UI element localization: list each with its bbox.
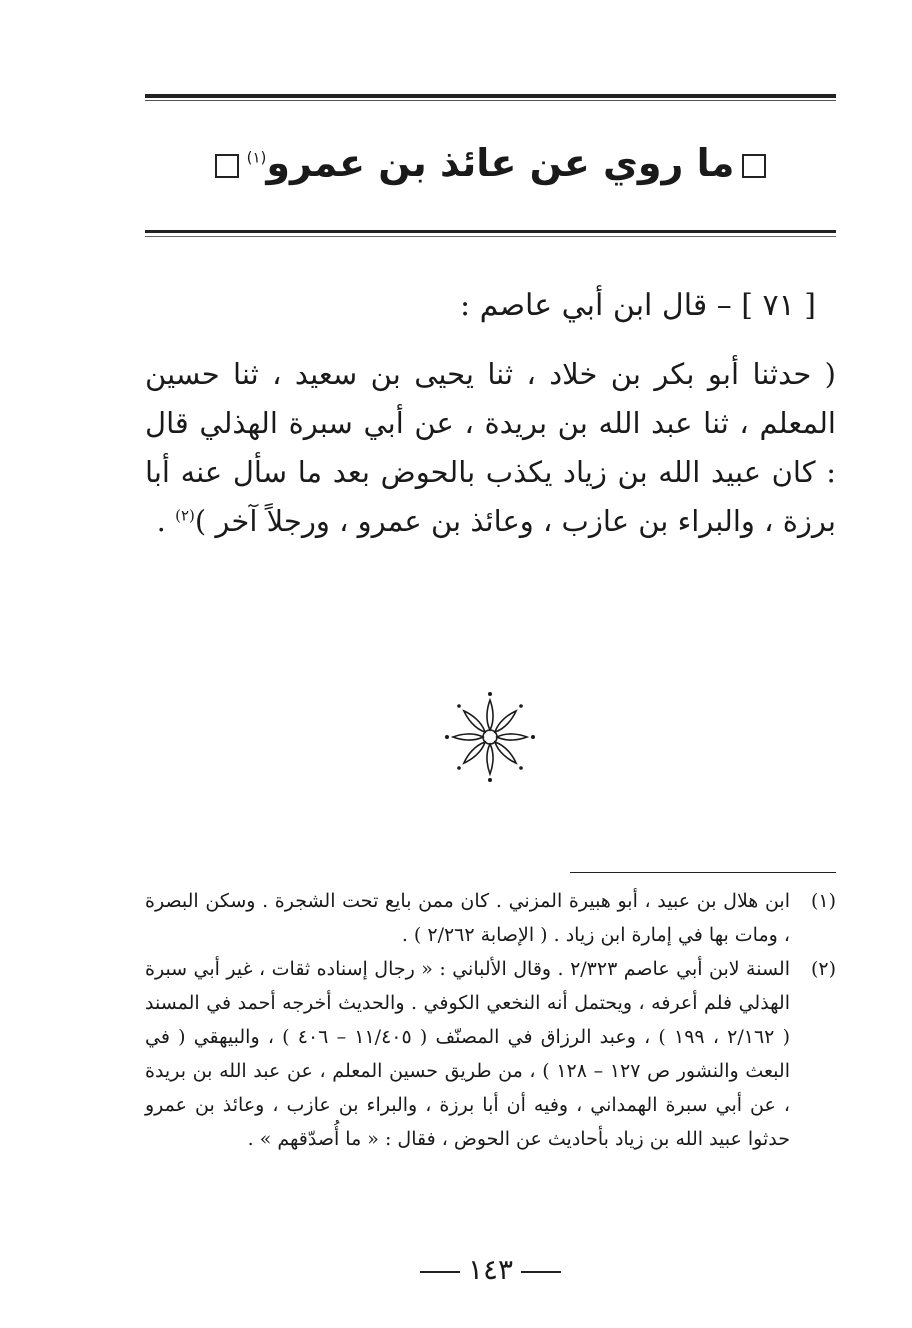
top-rule — [145, 94, 836, 98]
square-box-icon — [742, 154, 766, 178]
footnote-text: السنة لابن أبي عاصم ٢/٣٢٣ . وقال الألباني : « رجال إسناده ثقات ، غير أبي سبرة الهذلي فلم أعرفه ، ويحتمل أنه النخعي الكوفي . والحديث أخرجه أحمد في المسند ( ٢/١٦٢ ، ١٩٩ ) ، وعبد الرزاق في المصنّف ( ١١/٤٠٥ – ٤٠٦ ) ، والبيهقي ( في البعث والنشور ص ١٢٧ – ١٢٨ ) ، من طريق حسين المعلم ، عن عبد الله بن بريدة ، عن أبي سبرة الهمداني ، وفيه أن أبا برزة ، والبراء بن عازب ، وعائذ بن عمرو حدثوا عبيد الله بن زياد بأحاديث عن الحوض ، فقال : « ما أُصدّقهم » . — [145, 958, 790, 1150]
hadith-text-body: ( حدثنا أبو بكر بن خلاد ، ثنا يحيى بن سعيد ، ثنا حسين المعلم ، ثنا عبد الله بن بريدة ، عن أبي سبرة الهذلي قال : كان عبيد الله بن زياد يكذب بالحوض بعد ما سأل عنه أبا برزة ، والبراء بن عازب ، وعائذ بن عمرو ، ورجلاً آخر ) — [145, 357, 836, 538]
page-number — [145, 1250, 836, 1290]
chapter-title — [145, 128, 836, 198]
footnote-separator — [570, 872, 836, 873]
floral-ornament-icon — [443, 690, 537, 784]
hadith-text-end: . — [156, 504, 176, 538]
chapter-footnote-mark: (١) — [246, 148, 267, 167]
footnote-number: (٢) — [810, 958, 836, 980]
bottom-rule — [145, 230, 836, 233]
footnote-number: (١) — [810, 890, 836, 912]
footnotes — [145, 884, 836, 1156]
footnote-item — [145, 952, 836, 1156]
hadith-footnote-mark: (٢) — [175, 506, 195, 525]
hadith-heading: [ ٧١ ] – قال ابن أبي عاصم : — [459, 288, 816, 323]
top-rule-thin — [145, 100, 836, 101]
page-number-dash — [521, 1271, 561, 1273]
chapter-title-text: ما روي عن عائذ بن عمرو — [266, 141, 735, 185]
hadith-text — [145, 350, 836, 546]
square-box-icon — [215, 154, 239, 178]
footnote-item — [145, 884, 836, 952]
footnote-text: ابن هلال بن عبيد ، أبو هبيرة المزني . كان ممن بايع تحت الشجرة . وسكن البصرة ، ومات بها في إمارة ابن زياد . ( الإصابة ٢/٢٦٢ ) . — [145, 890, 790, 946]
page-number-value: ١٤٣ — [467, 1253, 514, 1286]
bottom-rule-thin — [145, 236, 836, 237]
page-number-dash — [420, 1271, 460, 1273]
